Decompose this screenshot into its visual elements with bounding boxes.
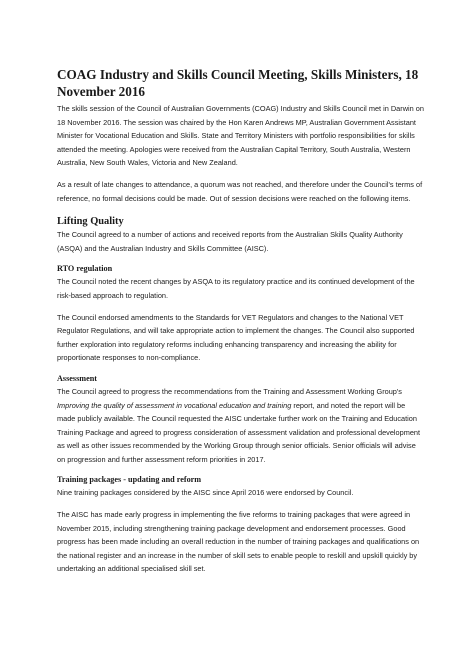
lifting-quality-paragraph: The Council agreed to a number of actions and received reports from the Australian Skills Quality Authority (ASQA) and the Australian Industry and Skills Committee (AISC). [57, 230, 403, 253]
assessment-paragraph [57, 385, 425, 467]
intro-paragraph-2: As a result of late changes to attendance, a quorum was not reached, and therefore under the Council's terms of reference, no formal decisions could be made. Out of session decisions were reached on the following items. [57, 179, 423, 203]
training-packages-heading: Training packages - updating and reform [57, 475, 202, 485]
training-packages-paragraph-2: The AISC has made early progress in implementing the five reforms to training packages that were agreed in November 2015, including strengthening training package development and endorsement processes. Good progress has been made including an overall reduction in the number of training packages and qualifications on the national register and an increase in the number of skill sets to enable people to reskill and upskill quickly by undertaking an additional specialised skill set. [57, 510, 420, 574]
assessment-text-start: The Council agreed to progress the recommendations from the Training and Assessment Working Group's [57, 386, 402, 396]
assessment-report-title: Improving the quality of assessment in vocational education and training [57, 400, 292, 410]
rto-regulation-paragraph-2: The Council endorsed amendments to the Standards for VET Regulators and changes to the National VET Regulator Regulations, and will take appropriate action to implement the changes. The Council also supported further exploration into regulatory reforms including enhancing transparency and increasing the ability for proportionate responses to non-compliance. [57, 312, 415, 363]
intro-paragraph-1: The skills session of the Council of Australian Governments (COAG) Industry and Skills Council met in Darwin on 18 November 2016. The session was chaired by the Hon Karen Andrews MP, Australian Government Assistant Minister for Vocational Education and Skills. State and Territory Ministers with portfolio responsibilities for skills attended the meeting. Apologies were received from the Australian Capital Territory, South Australia, Western Australia, New South Wales, Victoria and New Zealand. [57, 104, 424, 168]
rto-regulation-heading: RTO regulation [57, 264, 113, 274]
lifting-quality-heading: Lifting Quality [57, 216, 124, 228]
rto-regulation-paragraph-1: The Council noted the recent changes by ASQA to its regulatory practice and its continued development of the risk-based approach to regulation. [57, 277, 415, 300]
training-packages-paragraph-1: Nine training packages considered by the AISC since April 2016 were endorsed by Council. [57, 488, 354, 498]
assessment-text-end: report, and noted the report will be made publicly available. The Council requested the AISC undertake further work on the Training and Education Training Package and agreed to progress consideration of assessment validation and professional development as well as other issues recommended by the Working Group through senior officials. Senior officials will advise on progression and further assessment reform priorities in 2017. [57, 400, 421, 464]
assessment-heading: Assessment [57, 373, 98, 383]
document-title: COAG Industry and Skills Council Meeting, Skills Ministers, 18 November 2016 [57, 67, 419, 99]
